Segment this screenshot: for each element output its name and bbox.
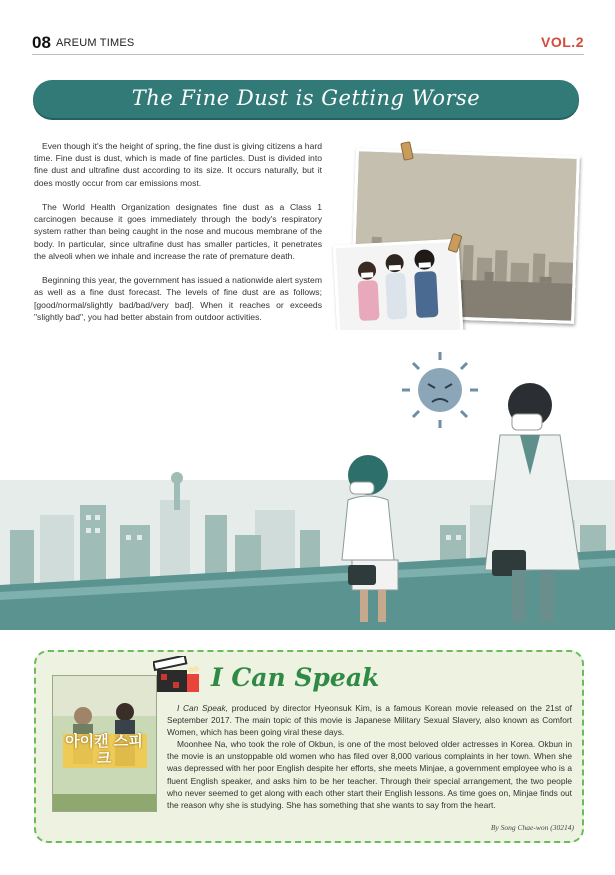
article-title-banner xyxy=(33,80,579,118)
article-paragraph: Even though it's the height of spring, the fine dust is giving citizens a hard time. Fine dust is dust, which is made of fine particles. Dust is divided into fine dust and ultrafine dust according to its size. It occurs naturally, but it does mostly occur from car emissions most. xyxy=(34,141,322,188)
review-byline: By Song Chae-won (30214) xyxy=(490,823,574,832)
volume-label: VOL.2 xyxy=(541,34,584,50)
review-paragraph xyxy=(167,702,572,738)
article-paragraph: The World Health Organization designates fine dust as a Class 1 carcinogen because it goes immediately through the body's respiratory system rather than being caught in the nose and mucous membrane of the body. In particular, since ultrafine dust has smaller particles, it penetrates the alveoli when we inhale and increase the rate of premature death. xyxy=(34,202,322,261)
children-with-masks-image xyxy=(336,242,460,336)
publication-name: AREUM TIMES xyxy=(56,37,135,49)
page-number: 08 xyxy=(32,33,51,52)
movie-name: I Can Speak, xyxy=(177,703,229,713)
review-paragraph-text: produced by director Hyeonsuk Kim, is a famous Korean movie released on the 21st of September 2017. The main topic of this movie is Japanese Military Sexual Slavery, also known as Comfort Women, which has been going viral these days. xyxy=(167,703,572,738)
masked-children-photo xyxy=(333,239,464,339)
article-paragraph: Beginning this year, the government has issued a nationwide alert system as well as a fine dust forecast. The levels of fine dust are as follows; [good/normal/slightly bad/bad/very bad]. When it reaches or exceeds "slightly bad", you had better abstain from outdoor activities. xyxy=(34,275,322,322)
review-body xyxy=(167,702,572,811)
review-paragraph: Moonhee Na, who took the role of Okbun, is one of the most beloved older actresses in Korea. Okbun in the movie is an unstoppable old women who has filed over 8,000 various complaints in her town. When she was depressed with her poor English despite her efforts, she meets Minjae, a government employee who is a fluent English speaker, and asks him to be her teacher. Through their special arrangement, the two people who never seemed to get along with each other start their English lessons. As time goes on, Minjae finds out the reason why she is studying. She has something that she wants to say from the heart. xyxy=(167,739,572,810)
clapperboard-icon xyxy=(153,656,201,696)
poster-title: 아이캔 스피크 xyxy=(65,732,143,767)
header-divider xyxy=(32,54,584,55)
article-title: The Fine Dust is Getting Worse xyxy=(131,86,481,110)
review-title: I Can Speak xyxy=(211,663,380,692)
page-header xyxy=(32,33,584,53)
fine-dust-illustration xyxy=(0,330,615,630)
